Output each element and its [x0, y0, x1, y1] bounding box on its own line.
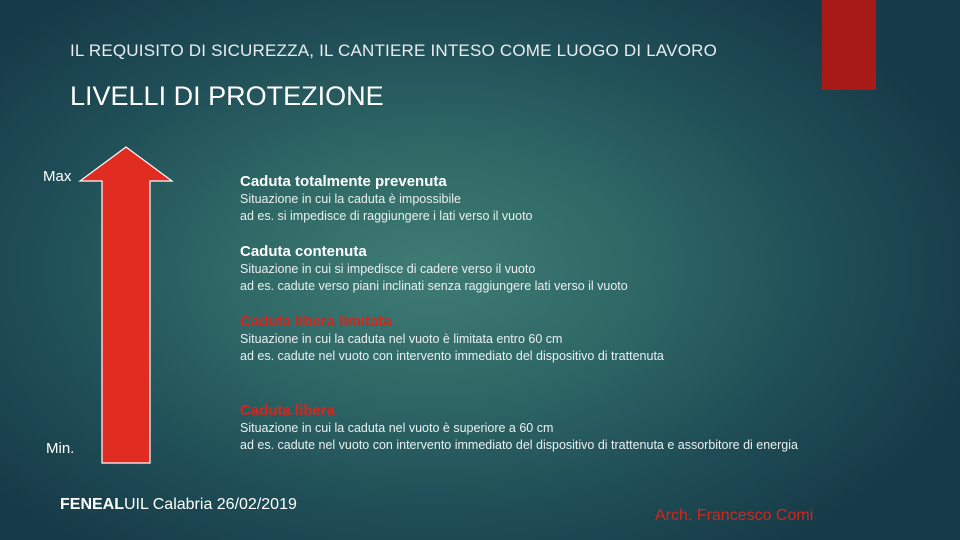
scale-min-label: Min. [46, 440, 75, 457]
level-description: Situazione in cui la caduta nel vuoto è limitata entro 60 cm [240, 332, 563, 346]
level-example: ad es. cadute nel vuoto con intervento immediato del dispositivo di trattenuta [240, 349, 664, 363]
level-item [240, 312, 900, 365]
level-description: Situazione in cui la caduta nel vuoto è superiore a 60 cm [240, 421, 554, 435]
level-title: Caduta libera [240, 402, 336, 419]
footer-brand: FENEAL [60, 496, 124, 513]
level-item [240, 401, 900, 454]
slide-title: LIVELLI DI PROTEZIONE [70, 81, 384, 111]
scale-max-label: Max [43, 168, 72, 185]
level-title: Caduta libera limitata [240, 313, 392, 330]
footer-author: Arch. Francesco Comi [655, 507, 814, 524]
footer-credit [60, 496, 297, 514]
level-example: ad es. cadute nel vuoto con intervento immediato del dispositivo di trattenuta e assorbitore di energia [240, 438, 798, 452]
level-item [240, 242, 900, 295]
accent-bar [822, 0, 876, 90]
level-title: Caduta contenuta [240, 243, 367, 260]
level-description: Situazione in cui la caduta è impossibile [240, 192, 461, 206]
level-item [240, 172, 900, 225]
level-description: Situazione in cui si impedisce di cadere verso il vuoto [240, 262, 536, 276]
level-example: ad es. si impedisce di raggiungere i lati verso il vuoto [240, 209, 533, 223]
level-title: Caduta totalmente prevenuta [240, 173, 447, 190]
up-arrow-icon [78, 145, 174, 465]
level-example: ad es. cadute verso piani inclinati senza raggiungere lati verso il vuoto [240, 279, 628, 293]
slide-subtitle: IL REQUISITO DI SICUREZZA, IL CANTIERE INTESO COME LUOGO DI LAVORO [70, 41, 718, 60]
footer-date: UIL Calabria 26/02/2019 [124, 496, 297, 513]
